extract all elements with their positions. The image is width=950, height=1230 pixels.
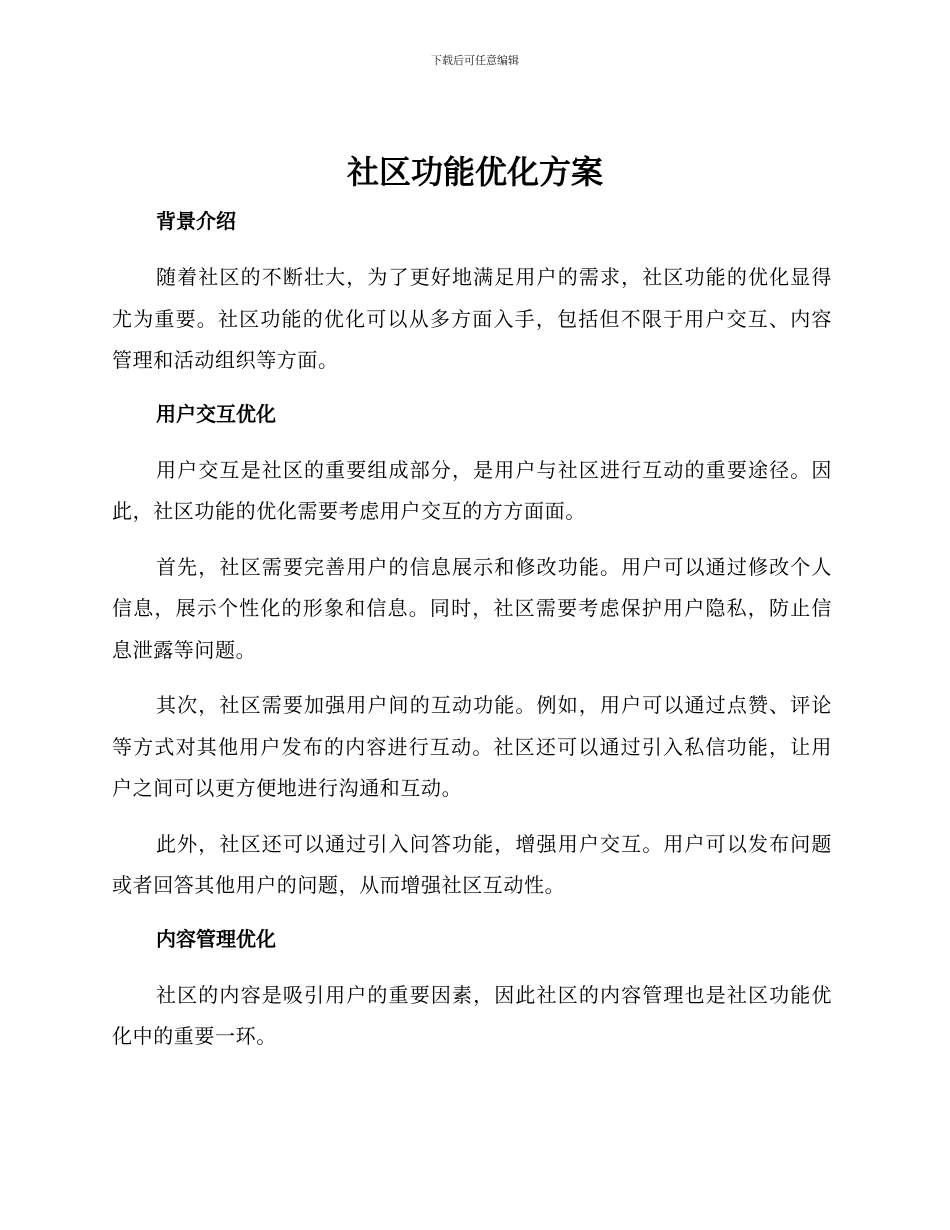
document-body [112, 203, 832, 1058]
paragraph-user-interaction-additional: 此外，社区还可以通过引入问答功能，增强用户交互。用户可以发布问题或者回答其他用户的问题，从而增强社区互动性。 [112, 831, 832, 897]
page-title: 社区功能优化方案 [346, 153, 603, 191]
section-heading-content-management: 内容管理优化 [156, 926, 276, 951]
header-note: 下载后可任意编辑 [431, 54, 519, 67]
paragraph-content-management: 社区的内容是吸引用户的重要因素，因此社区的内容管理也是社区功能优化中的重要一环。 [112, 982, 832, 1048]
paragraph-user-interaction-intro: 用户交互是社区的重要组成部分，是用户与社区进行互动的重要途径。因此，社区功能的优化需要考虑用户交互的方方面面。 [112, 457, 832, 523]
section-heading-user-interaction: 用户交互优化 [156, 401, 276, 426]
paragraph-background: 随着社区的不断壮大，为了更好地满足用户的需求，社区功能的优化显得尤为重要。社区功能的优化可以从多方面入手，包括但不限于用户交互、内容管理和活动组织等方面。 [112, 265, 832, 372]
paragraph-user-interaction-first: 首先，社区需要完善用户的信息展示和修改功能。用户可以通过修改个人信息，展示个性化的形象和信息。同时，社区需要考虑保护用户隐私，防止信息泄露等问题。 [112, 554, 832, 662]
paragraph-user-interaction-second: 其次，社区需要加强用户间的互动功能。例如，用户可以通过点赞、评论等方式对其他用户发布的内容进行互动。社区还可以通过引入私信功能，让用户之间可以更方便地进行沟通和互动。 [112, 693, 832, 800]
section-heading-background: 背景介绍 [156, 209, 236, 233]
